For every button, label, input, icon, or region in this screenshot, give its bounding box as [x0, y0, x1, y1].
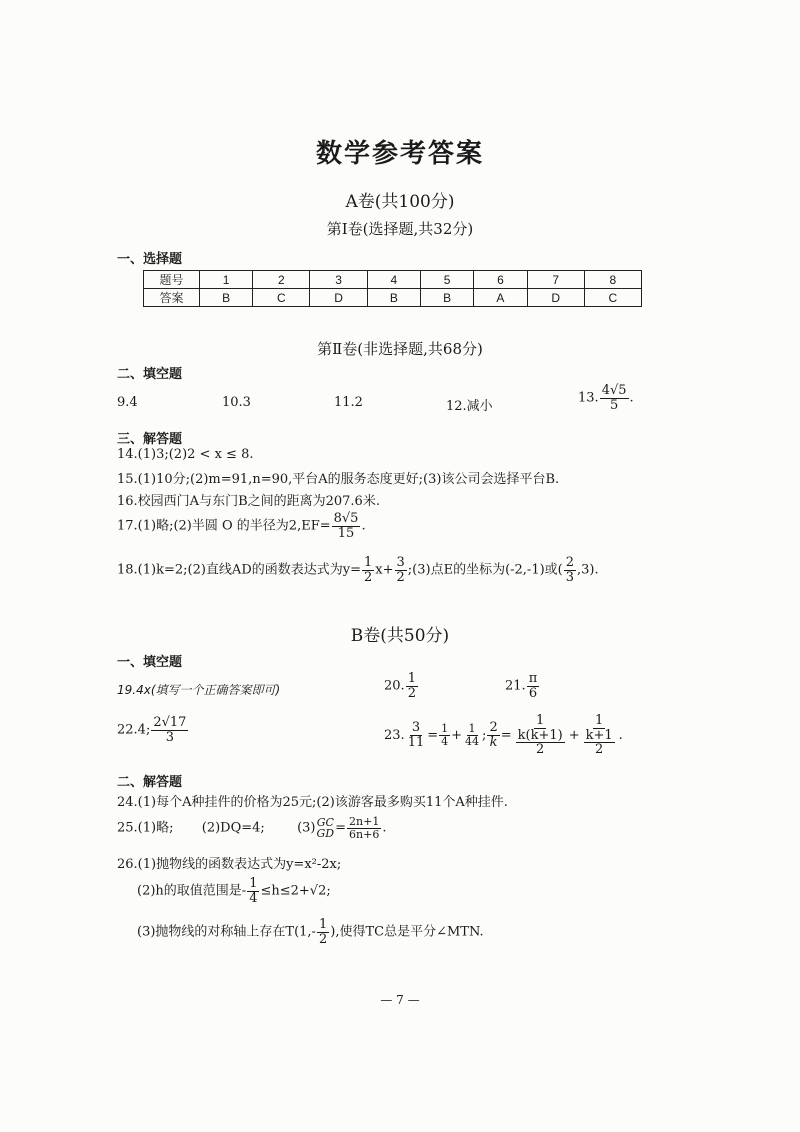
- section-b-fill-heading: 一、填空题: [117, 655, 183, 670]
- table-cell: 2: [253, 271, 310, 289]
- fraction-numerator: 2: [565, 555, 575, 570]
- section-choice-heading: 一、选择题: [117, 252, 183, 267]
- fraction-numerator: 1: [318, 917, 328, 932]
- volume-a-heading: A卷(共100分): [345, 192, 455, 212]
- q25-fraction-1: [317, 817, 335, 840]
- section-b-solve-heading: 二、解答题: [117, 775, 183, 790]
- nested-fraction: [516, 729, 565, 757]
- q20-prefix: 20.: [384, 678, 405, 694]
- q18-fraction-2: [395, 556, 407, 584]
- fraction-denominator: 2: [536, 742, 545, 758]
- q26-2-text-a: (2)h的取值范围是-: [137, 883, 247, 899]
- fraction-denominator: k: [489, 734, 498, 750]
- fraction-denominator: 6: [528, 685, 538, 701]
- q23-prefix: 23.: [384, 727, 405, 743]
- answer-q26-part2: [137, 877, 331, 905]
- answer-q11: 11.2: [334, 395, 363, 410]
- fraction-numerator: GC: [316, 815, 334, 829]
- table-cell: 4: [367, 271, 420, 289]
- answer-q18: [117, 556, 599, 584]
- fraction-denominator: 4: [249, 890, 258, 906]
- table-cell: 1: [200, 271, 253, 289]
- fraction-numerator: 2√17: [153, 715, 187, 730]
- answer-table: [143, 270, 642, 307]
- q23-fraction-1: [406, 721, 427, 749]
- fraction-denominator: 3: [565, 569, 575, 585]
- q25-equals: =: [335, 820, 347, 836]
- q18-text-d: ,3).: [577, 562, 599, 578]
- q18-text-c: ;(3)点E的坐标为(-2,-1)或(: [407, 562, 563, 578]
- table-cell: D: [310, 289, 367, 307]
- table-cell: C: [584, 289, 641, 307]
- q23-fraction-3: [463, 723, 481, 747]
- q22-prefix: 22.4;: [117, 722, 151, 738]
- q20-fraction: [406, 672, 418, 700]
- fraction-denominator: 4: [441, 734, 449, 748]
- fraction-numerator: 1: [441, 722, 449, 736]
- q26-3-fraction: [317, 918, 329, 946]
- fraction-denominator: 11: [407, 734, 425, 750]
- volume-b-heading: B卷(共50分): [350, 626, 450, 646]
- fraction-numerator: 1: [468, 722, 476, 736]
- answer-q9: 9.4: [117, 395, 138, 410]
- q23-separator: ;: [482, 727, 487, 743]
- q17-suffix: .: [361, 518, 366, 534]
- fraction-numerator: 3: [396, 555, 405, 570]
- fraction-denominator: 44: [465, 734, 480, 748]
- fraction-denominator: [513, 729, 568, 757]
- fraction-numerator: 1: [594, 713, 604, 728]
- q23-equals-2: =: [500, 727, 512, 743]
- fraction-denominator: 15: [337, 525, 355, 541]
- table-cell: A: [474, 289, 527, 307]
- answer-q17: [117, 512, 366, 540]
- fraction-numerator: k+1: [585, 727, 613, 743]
- q26-2-text-b: ≤h≤2+√2;: [260, 883, 331, 899]
- part2-heading: 第Ⅱ卷(非选择题,共68分): [317, 340, 483, 358]
- answer-q14: 14.(1)3;(2)2 < x ≤ 8.: [117, 447, 254, 462]
- table-cell: D: [527, 289, 584, 307]
- fraction-denominator: 2: [318, 931, 328, 947]
- fraction-numerator: 1: [407, 671, 416, 686]
- q25-fraction-2: [347, 816, 381, 840]
- q25-suffix: .: [382, 820, 387, 836]
- answer-q23: [384, 714, 623, 757]
- table-cell: B: [200, 289, 253, 307]
- fraction-numerator: 1: [249, 876, 258, 891]
- q18-fraction-3: [564, 556, 576, 584]
- answer-q15: 15.(1)10分;(2)m=91,n=90,平台A的服务态度更好;(3)该公司会选择平台B.: [117, 472, 560, 487]
- fraction-numerator: 8√5: [333, 511, 359, 526]
- page-number: — 7 —: [380, 993, 420, 1007]
- q26-3-text-b: ),使得TC总是平分∠MTN.: [330, 924, 484, 940]
- table-cell: 6: [474, 271, 527, 289]
- fraction-numerator: 3: [411, 720, 421, 736]
- q13-suffix: .: [629, 390, 634, 406]
- q18-fraction-1: [362, 556, 374, 584]
- q25-part2: (2)DQ=4;: [201, 820, 265, 836]
- answer-q25: [117, 816, 386, 840]
- fraction-denominator: 6n+6: [349, 827, 380, 841]
- table-row: [144, 289, 642, 307]
- fraction-denominator: 2: [407, 685, 416, 701]
- fraction-denominator: 3: [165, 729, 175, 745]
- fraction-numerator: 1: [363, 555, 373, 570]
- section-fill-heading: 二、填空题: [117, 367, 183, 382]
- section-solve-heading: 三、解答题: [117, 432, 183, 447]
- q23-plus-2: +: [568, 727, 580, 743]
- q23-fraction-5: [513, 714, 568, 757]
- table-cell: B: [367, 289, 420, 307]
- q13-prefix: 13.: [578, 390, 599, 406]
- q21-fraction: [527, 672, 540, 700]
- fraction-denominator: [581, 729, 618, 757]
- fraction-denominator: 2: [396, 569, 405, 585]
- q17-fraction: [332, 512, 361, 540]
- q21-prefix: 21.: [505, 678, 526, 694]
- nested-fraction: [584, 729, 615, 757]
- answer-q20: [384, 672, 419, 700]
- answer-q19: 19.4x(填写一个正确答案即可): [117, 683, 281, 697]
- table-cell: B: [420, 289, 473, 307]
- table-row: [144, 271, 642, 289]
- table-cell: 5: [420, 271, 473, 289]
- answer-q21: [505, 672, 540, 700]
- table-cell: 8: [584, 271, 641, 289]
- answer-q26-part3: [137, 918, 484, 946]
- fraction-numerator: π: [528, 671, 538, 686]
- answer-q24: 24.(1)每个A种挂件的价格为25元;(2)该游客最多购买11个A种挂件.: [117, 795, 508, 810]
- row-label-number: 题号: [144, 271, 200, 289]
- answer-q16: 16.校园西门A与东门B之间的距离为207.6米.: [117, 494, 380, 509]
- q18-text-a: 18.(1)k=2;(2)直线AD的函数表达式为y=: [117, 562, 361, 578]
- q17-prefix: 17.(1)略;(2)半圆 O 的半径为2,EF=: [117, 518, 331, 534]
- answer-q12: 12.减小: [446, 399, 493, 414]
- part1-heading: 第Ⅰ卷(选择题,共32分): [326, 220, 474, 238]
- fraction-numerator: 1: [536, 713, 545, 728]
- page-title: 数学参考答案: [315, 139, 484, 169]
- q23-fraction-6: [581, 714, 618, 757]
- q26-2-fraction: [247, 877, 259, 905]
- q23-plus: +: [451, 727, 463, 743]
- fraction-numerator: k(k+1): [517, 727, 563, 743]
- q25-part1: 25.(1)略;: [117, 820, 174, 836]
- q23-fraction-4: [487, 721, 499, 749]
- q13-fraction: [600, 384, 629, 412]
- fraction-denominator: 2: [594, 742, 604, 758]
- answer-q26-part1: 26.(1)抛物线的函数表达式为y=x²-2x;: [117, 857, 342, 872]
- q23-suffix: .: [618, 727, 623, 743]
- table-cell: C: [253, 289, 310, 307]
- q23-equals: =: [427, 727, 439, 743]
- fraction-denominator: GD: [316, 827, 335, 841]
- table-cell: 3: [310, 271, 367, 289]
- q26-3-text-a: (3)抛物线的对称轴上存在T(1,-: [137, 924, 316, 940]
- answer-q22: [117, 716, 189, 744]
- q18-text-b: x+: [375, 562, 394, 578]
- row-label-answer: 答案: [144, 289, 200, 307]
- q25-part3: (3): [297, 820, 316, 836]
- answer-q13: [578, 384, 634, 412]
- answer-q10: 10.3: [222, 395, 251, 410]
- q23-fraction-2: [439, 723, 450, 747]
- q22-fraction: [151, 716, 188, 744]
- fraction-numerator: 4√5: [601, 383, 627, 398]
- table-cell: 7: [527, 271, 584, 289]
- fraction-denominator: 5: [609, 397, 619, 413]
- fraction-numerator: 2: [489, 720, 498, 736]
- fraction-numerator: 2n+1: [349, 815, 380, 828]
- fraction-denominator: 2: [363, 569, 373, 585]
